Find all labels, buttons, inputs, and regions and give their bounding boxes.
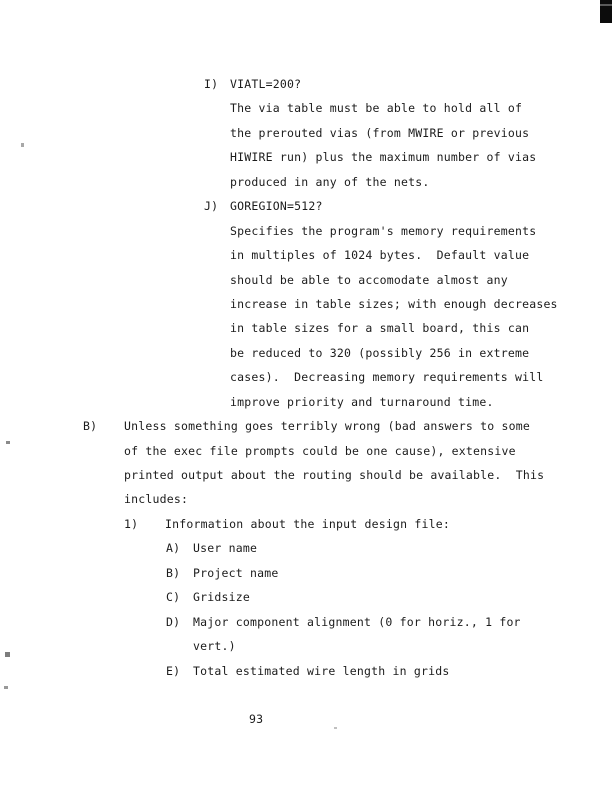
list-item-b2 bbox=[0, 561, 612, 585]
scan-artifact-corner bbox=[600, 0, 612, 23]
body-line: vert.) bbox=[193, 639, 236, 654]
list-item-a bbox=[0, 536, 612, 560]
list-item-i bbox=[0, 72, 612, 96]
text-line bbox=[0, 96, 612, 120]
text-line bbox=[0, 268, 612, 292]
list-item-1 bbox=[0, 512, 612, 536]
text-line bbox=[0, 341, 612, 365]
text-line bbox=[0, 243, 612, 267]
body-line: Unless something goes terribly wrong (bad answers to some bbox=[124, 419, 531, 434]
body-line: HIWIRE run) plus the maximum number of vias bbox=[230, 150, 537, 165]
item-label: E) bbox=[166, 663, 181, 678]
body-line: The via table must be able to hold all of bbox=[230, 101, 523, 116]
body-line: printed output about the routing should be available. This bbox=[124, 468, 545, 482]
scan-artifact-notch bbox=[600, 4, 612, 6]
body-line: increase in table sizes; with enough decreases bbox=[230, 296, 558, 311]
text-line bbox=[0, 219, 612, 243]
item-label: B) bbox=[83, 419, 98, 434]
body-line: should be able to accomodate almost any bbox=[230, 272, 508, 287]
item-label: A) bbox=[166, 541, 181, 556]
body-line: Specifies the program's memory requirements bbox=[230, 223, 537, 238]
body-line: of the exec file prompts could be one cause), extensive bbox=[124, 443, 516, 458]
text-line bbox=[0, 439, 612, 463]
blank-line bbox=[0, 683, 612, 707]
text-line bbox=[0, 145, 612, 169]
text-line bbox=[0, 487, 612, 511]
body-line: Information about the input design file: bbox=[165, 516, 450, 531]
text-line bbox=[0, 170, 612, 194]
list-item-d bbox=[0, 610, 612, 634]
text-line bbox=[0, 292, 612, 316]
body-line: the prerouted vias (from MWIRE or previous bbox=[230, 125, 530, 140]
page-number: 93 bbox=[249, 712, 264, 727]
list-item-e bbox=[0, 659, 612, 683]
page-footer bbox=[0, 707, 612, 731]
text-line bbox=[0, 634, 612, 658]
text-line bbox=[0, 121, 612, 145]
item-label: D) bbox=[166, 614, 181, 629]
item-title: VIATL=200? bbox=[230, 77, 302, 91]
list-item-b bbox=[0, 414, 612, 438]
body-line: in multiples of 1024 bytes. Default value bbox=[230, 248, 530, 263]
item-label: B) bbox=[166, 565, 181, 580]
item-label: 1) bbox=[124, 516, 139, 531]
body-line: Total estimated wire length in grids bbox=[193, 663, 450, 678]
body-line: cases). Decreasing memory requirements will bbox=[230, 370, 544, 385]
body-line: Gridsize bbox=[193, 590, 250, 605]
text-line bbox=[0, 463, 612, 487]
text-line bbox=[0, 365, 612, 389]
body-line: produced in any of the nets. bbox=[230, 174, 430, 189]
body-line: Project name bbox=[193, 565, 279, 580]
body-line: be reduced to 320 (possibly 256 in extreme bbox=[230, 345, 530, 360]
list-item-j bbox=[0, 194, 612, 218]
list-item-c bbox=[0, 585, 612, 609]
text-line bbox=[0, 316, 612, 340]
body-line: in table sizes for a small board, this can bbox=[230, 321, 530, 336]
item-label: C) bbox=[166, 590, 181, 605]
body-line: includes: bbox=[124, 492, 189, 507]
body-line: improve priority and turnaround time. bbox=[230, 394, 494, 409]
body-line: Major component alignment (0 for horiz., 1 for bbox=[193, 614, 521, 629]
item-title: GOREGION=512? bbox=[230, 199, 323, 214]
item-label: I) bbox=[204, 77, 219, 91]
item-label: J) bbox=[204, 199, 219, 214]
body-line: User name bbox=[193, 541, 258, 556]
page-body bbox=[0, 72, 612, 732]
text-line bbox=[0, 390, 612, 414]
